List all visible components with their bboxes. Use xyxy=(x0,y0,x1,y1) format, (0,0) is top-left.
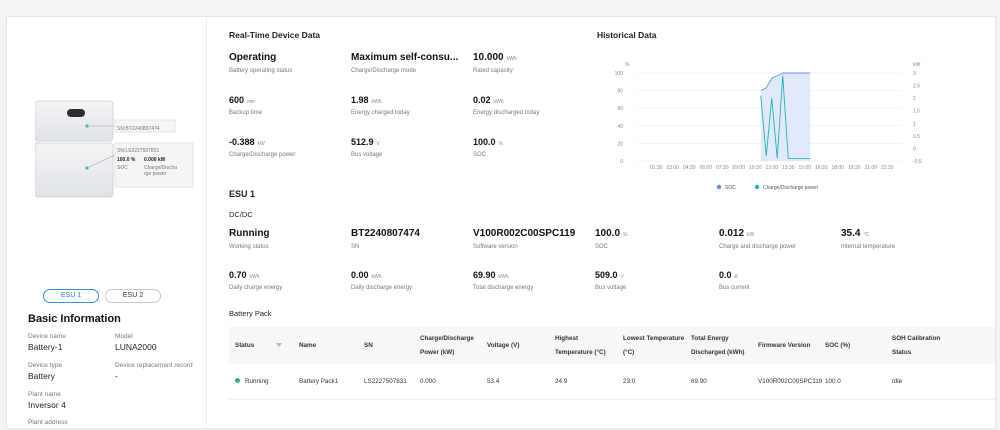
table-cell xyxy=(358,375,414,389)
table-row xyxy=(229,364,995,400)
model-value: LUNA2000 xyxy=(115,342,157,352)
realtime-metric-label: Charge/Discharge power xyxy=(229,152,296,158)
table-cell-text: 100.0 xyxy=(825,377,841,385)
esu-metric xyxy=(351,270,471,291)
replacement-record-label: Device replacement record xyxy=(115,362,193,369)
esu-metric-label: Daily charge energy xyxy=(229,285,283,291)
device-name-value: Battery-1 xyxy=(28,342,63,352)
esu-metric xyxy=(229,270,349,291)
table-cell xyxy=(819,375,886,389)
device-name-label: Device name xyxy=(28,333,66,340)
realtime-metric-value xyxy=(229,95,349,105)
realtime-metric xyxy=(229,137,349,158)
esu-metric xyxy=(473,270,593,291)
esu-metric xyxy=(841,228,961,250)
legend-soc-label: SOC xyxy=(725,185,736,191)
filter-icon[interactable] xyxy=(276,343,282,347)
plant-name-field xyxy=(28,391,118,410)
realtime-metric xyxy=(229,95,349,116)
realtime-metric-unit: kWh xyxy=(371,99,382,105)
esu-metric-value-text: 0.00 xyxy=(351,270,369,280)
esu-metric-unit: kWh xyxy=(249,274,260,280)
illus-soc: 100.0 % xyxy=(117,157,136,163)
legend-power-label: Charge/Discharge power xyxy=(763,185,819,191)
realtime-metric-unit: kWh xyxy=(493,99,504,105)
realtime-metric-unit: kWh xyxy=(506,56,517,62)
realtime-metric xyxy=(473,52,591,74)
right-axis-unit: kW xyxy=(913,62,921,68)
device-type-value: Battery xyxy=(28,371,55,381)
column-header xyxy=(617,332,685,360)
left-axis-tick: 100 xyxy=(614,71,623,77)
x-axis-tick: 10:30 xyxy=(748,165,762,171)
column-header-label: Name xyxy=(299,341,317,349)
table-cell xyxy=(752,375,823,389)
realtime-metric-value-text: Operating xyxy=(229,52,277,63)
plant-address-label: Plant address xyxy=(28,419,68,426)
right-axis-tick: 0 xyxy=(913,146,916,153)
left-axis-tick: 0 xyxy=(620,159,623,165)
battery-pack-title: Battery Pack xyxy=(229,309,272,318)
right-axis-tick: 0.5 xyxy=(913,133,920,140)
table-cell-text: 0.000 xyxy=(420,377,436,385)
realtime-metric-value xyxy=(351,52,469,63)
realtime-metric-value xyxy=(473,95,593,105)
x-axis-tick: 16:30 xyxy=(814,165,828,171)
column-header-label: Highest Temperature (°C) xyxy=(555,334,606,356)
realtime-metric-value-text: 512.9 xyxy=(351,137,374,147)
esu-metric-label: Software version xyxy=(473,244,518,250)
esu-metric-unit: °C xyxy=(863,232,870,238)
historical-title: Historical Data xyxy=(597,30,657,40)
table-cell-text: LS2227507831 xyxy=(364,377,407,385)
x-axis-tick: 04:30 xyxy=(682,165,696,171)
realtime-metric-value-text: 0.02 xyxy=(473,95,491,105)
esu-metric-value xyxy=(229,228,347,239)
realtime-metric-value xyxy=(229,137,349,147)
illus-power: 0.000 kW xyxy=(144,157,166,163)
table-cell xyxy=(549,375,617,389)
x-axis-tick: 22:30 xyxy=(880,165,894,171)
table-cell xyxy=(414,375,481,389)
x-axis-tick: 21:00 xyxy=(864,165,878,171)
realtime-metric-unit: min xyxy=(247,99,256,105)
esu-metric-label: Internal temperature xyxy=(841,244,896,250)
device-type-field xyxy=(28,362,118,381)
tab-esu-1[interactable]: ESU 1 xyxy=(43,289,99,303)
battery-device-illustration xyxy=(35,93,195,199)
esu-metric-label: Working status xyxy=(229,244,269,250)
table-cell-text: 69.90 xyxy=(691,377,707,385)
x-axis-tick: 15:00 xyxy=(798,165,812,171)
esu-metric-value xyxy=(229,270,349,280)
esu-metric-value-text: 69.90 xyxy=(473,270,496,280)
realtime-metric-value xyxy=(473,137,593,147)
table-cell-text: Idle xyxy=(892,377,903,385)
left-axis-tick: 80 xyxy=(617,88,623,95)
realtime-metric-value-text: 100.0 xyxy=(473,137,496,147)
column-header xyxy=(549,332,617,360)
table-cell-text: 53.4 xyxy=(487,377,500,385)
status-dot-icon xyxy=(235,378,240,383)
x-axis-tick: 09:00 xyxy=(732,165,746,171)
realtime-metric xyxy=(351,52,469,74)
realtime-metric xyxy=(351,95,471,116)
esu-metric-value xyxy=(351,228,481,239)
esu-metric-value xyxy=(473,228,603,239)
plant-name-label: Plant name xyxy=(28,391,61,398)
x-axis-tick: 03:00 xyxy=(666,165,680,171)
esu-metric-value xyxy=(351,270,471,280)
esu-metric xyxy=(351,228,481,250)
right-axis-tick: 2 xyxy=(913,96,916,103)
model-field xyxy=(115,333,205,352)
column-header xyxy=(481,339,549,353)
realtime-metric-label: Energy charged today xyxy=(351,110,410,116)
column-header xyxy=(293,339,358,353)
right-axis-tick: 2.5 xyxy=(913,83,920,90)
column-header-label: Total Energy Discharged (kWh) xyxy=(691,334,745,356)
right-axis-tick: -0.5 xyxy=(913,159,922,165)
column-header-label: Charge/Discharge Power (kW) xyxy=(420,334,474,356)
esu-title: ESU 1 xyxy=(229,189,256,199)
x-axis-tick: 19:30 xyxy=(847,165,861,171)
right-axis-tick: 3 xyxy=(913,71,916,77)
realtime-metric-value xyxy=(473,52,591,63)
esu-metric xyxy=(595,270,715,291)
x-axis-tick: 07:30 xyxy=(715,165,729,171)
historical-data-chart xyxy=(601,53,931,203)
realtime-metric-value xyxy=(351,137,471,147)
table-cell xyxy=(293,375,358,389)
realtime-metric-value-text: -0.388 xyxy=(229,137,255,147)
esu-metric-value-text: V100R002C00SPC119 xyxy=(473,228,576,239)
column-header xyxy=(752,339,819,353)
illus-power-label: Charge/Discha rge power xyxy=(144,165,178,177)
column-header xyxy=(358,339,414,353)
illus-soc-label: SOC xyxy=(117,165,128,171)
esu-metric-value-text: 0.012 xyxy=(719,228,745,239)
left-axis-tick: 20 xyxy=(617,141,623,148)
esu-tabs xyxy=(43,289,161,303)
table-cell xyxy=(886,375,959,389)
esu-metric xyxy=(229,228,347,250)
x-axis-tick: 13:30 xyxy=(781,165,795,171)
realtime-metric xyxy=(473,95,593,116)
column-header-label: SN xyxy=(364,341,373,349)
device-name-field xyxy=(28,333,118,352)
left-axis-tick: 60 xyxy=(617,106,623,113)
esu-metric-value-text: 509.0 xyxy=(595,270,618,280)
realtime-metric-label: Rated capacity xyxy=(473,68,513,74)
esu-metric-label: Daily discharge energy xyxy=(351,285,413,291)
esu-metric-label: SN xyxy=(351,244,360,250)
table-cell-text: V100R002C00SPC119 xyxy=(758,377,823,385)
esu-metric-value-text: 35.4 xyxy=(841,228,861,239)
table-cell xyxy=(617,375,685,389)
esu-metric-value xyxy=(595,270,715,280)
realtime-metric xyxy=(473,137,593,158)
realtime-metric-value xyxy=(229,52,347,63)
esu-metric-label: Bus voltage xyxy=(595,285,627,291)
esu-metric-unit: kW xyxy=(747,232,755,238)
realtime-metric-value-text: 600 xyxy=(229,95,245,105)
realtime-metric-label: Energy discharged today xyxy=(473,110,540,116)
legend-power-marker xyxy=(755,185,759,189)
esu-metric-value xyxy=(841,228,961,239)
table-cell xyxy=(481,375,549,389)
left-panel xyxy=(7,17,207,430)
esu-metric-value xyxy=(719,228,839,239)
x-axis-tick: 01:30 xyxy=(649,165,663,171)
right-axis-tick: 1 xyxy=(913,121,916,128)
illus-sn1: SN:BT2240807474 xyxy=(117,126,160,132)
esu-metric-value xyxy=(473,270,593,280)
device-type-label: Device type xyxy=(28,362,62,369)
realtime-metric-unit: % xyxy=(498,141,503,147)
table-cell-text: Battery Pack1 xyxy=(299,377,339,385)
realtime-metric xyxy=(351,137,471,158)
realtime-metric-label: Bus voltage xyxy=(351,152,383,158)
realtime-metric-label: Charge/Discharge mode xyxy=(351,68,417,74)
device-detail-frame xyxy=(6,16,996,429)
table-cell xyxy=(229,375,293,389)
model-label: Model xyxy=(115,333,133,340)
esu-metric-value-text: 100.0 xyxy=(595,228,621,239)
realtime-metric xyxy=(229,52,347,74)
column-header-label: Lowest Temperature (°C) xyxy=(623,334,685,356)
esu-metric-unit: kWh xyxy=(371,274,382,280)
x-axis-tick: 12:00 xyxy=(765,165,779,171)
column-header-label: SOH Calibration Status xyxy=(892,334,941,356)
replacement-record-value: - xyxy=(115,371,118,381)
esu-metric xyxy=(719,228,839,250)
realtime-metric-unit: kW xyxy=(257,141,265,147)
left-axis-tick: 40 xyxy=(617,123,623,130)
illus-sn2: SN:LS2227507831 xyxy=(117,148,160,154)
realtime-metric-label: SOC xyxy=(473,152,487,158)
esu-metric-unit: kWh xyxy=(498,274,509,280)
esu-metric-value-text: Running xyxy=(229,228,270,239)
table-cell-text: 23.0 xyxy=(623,377,636,385)
esu-metric-value xyxy=(595,228,715,239)
column-header-label: Status xyxy=(235,341,255,349)
plant-address-field xyxy=(28,419,118,428)
esu-metric-value-text: 0.70 xyxy=(229,270,247,280)
table-cell-text: Running xyxy=(245,377,269,385)
column-header[interactable] xyxy=(229,339,293,353)
legend-soc-marker xyxy=(717,185,721,189)
column-header xyxy=(685,332,752,360)
column-header xyxy=(886,332,959,360)
esu-metric-label: Charge and discharge power xyxy=(719,244,797,250)
table-header xyxy=(229,327,995,364)
esu-metric-unit: V xyxy=(620,274,624,280)
esu-metric xyxy=(719,270,839,291)
esu-metric-unit: % xyxy=(623,232,628,238)
column-header xyxy=(414,332,481,360)
basic-information-title: Basic Information xyxy=(28,313,121,325)
plant-name-value: Inversor 4 xyxy=(28,400,66,410)
esu-metric-label: SOC xyxy=(595,244,609,250)
esu-metric-label: Bus current xyxy=(719,285,750,291)
realtime-metric-value-text: 1.98 xyxy=(351,95,369,105)
esu-metric-value xyxy=(719,270,839,280)
realtime-metric-unit: V xyxy=(376,141,380,147)
esu-metric-value-text: BT2240807474 xyxy=(351,228,420,239)
column-header-label: Voltage (V) xyxy=(487,341,520,349)
x-axis-tick: 18:00 xyxy=(831,165,845,171)
right-axis-tick: 1.5 xyxy=(913,108,920,115)
battery-pack-table xyxy=(229,327,995,400)
esu-metric-label: Total discharge energy xyxy=(473,285,534,291)
esu-metric-value-text: 0.0 xyxy=(719,270,732,280)
replacement-record-field xyxy=(115,362,215,381)
table-cell-text: 24.9 xyxy=(555,377,568,385)
esu-subtitle: DC/DC xyxy=(229,210,253,219)
column-header xyxy=(819,339,886,353)
table-cell xyxy=(685,375,752,389)
realtime-metric-value-text: Maximum self-consu... xyxy=(351,52,459,63)
realtime-metric-label: Battery operating status xyxy=(229,68,293,74)
esu-metric xyxy=(473,228,603,250)
esu-metric-unit: A xyxy=(734,274,738,280)
column-header-label: SOC (%) xyxy=(825,341,851,349)
realtime-title: Real-Time Device Data xyxy=(229,30,321,40)
realtime-metric-value-text: 10.000 xyxy=(473,52,504,63)
x-axis-tick: 06:00 xyxy=(699,165,713,171)
left-axis-unit: % xyxy=(625,62,630,68)
realtime-metric-value xyxy=(351,95,471,105)
esu-metric xyxy=(595,228,715,250)
realtime-metric-label: Backup time xyxy=(229,110,263,116)
tab-esu-2[interactable]: ESU 2 xyxy=(105,289,161,303)
column-header-label: Firmware Version xyxy=(758,341,811,349)
